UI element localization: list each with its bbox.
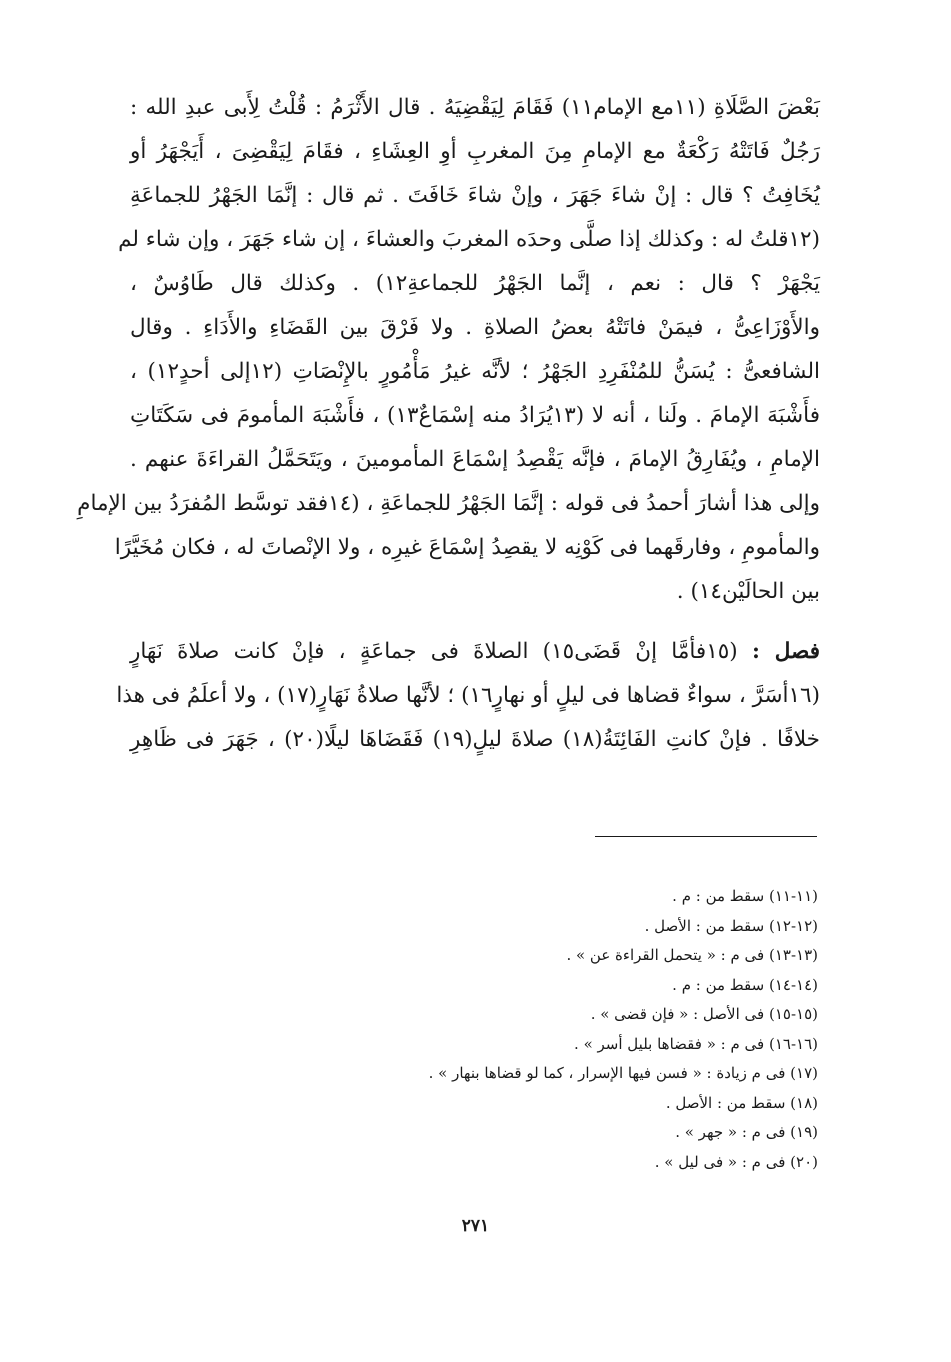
text-line: يَجْهَرْ ؟ قال : نعم ، إنَّما الجَهْرُ للجماعةِ١٢) . وكذلك قال طَاوُسٌ ،: [130, 271, 820, 296]
main-text-block: [77, 86, 820, 762]
text-line: فأَشْبَهَ الإمامَ . ولَنا ، أنه لا (١٣يُرَادُ منه إسْمَاعٌ١٣) ، فأَشْبَهَ المأمومَ فى سَكَتَاتِ: [130, 403, 820, 428]
footnote: (١٤-١٤) سقط من : م .: [672, 975, 818, 994]
footnote: (١٨) سقط من : الأصل .: [665, 1093, 818, 1112]
footnote: (١٢-١٢) سقط من : الأصل .: [644, 916, 818, 935]
fasl-first-line: [130, 630, 820, 674]
text-line: الشافعىُّ : يُسَنُّ للمُنْفَرِدِ الجَهْرُ ؛ لأنَّه غيرُ مَأْمُورٍ بالإِنْصَاتِ (١٢إلى أحدٍ١٢) ،: [130, 359, 820, 384]
text-line: وإلى هذا أشارَ أحمدُ فى قوله : إنَّمَا الجَهْرُ للجماعَةِ ، (١٤فقد توسَّط المُفرَدُ بين الإمامِ: [77, 491, 820, 516]
footnote: (١٩) فى م : « جهر » .: [675, 1123, 818, 1141]
text-line: (١٢قلتُ له : وكذلك إذا صلَّى وحدَه المغربَ والعشاءَ ، إن شاء جَهَرَ ، وإن شاء لم: [118, 227, 820, 252]
footnote: (١١-١١) سقط من : م .: [672, 887, 818, 905]
footnote: (١٣-١٣) فى م : « يتحمل القراءة عن » .: [566, 946, 818, 964]
text-line: (١٦أسَرَّ ، سواءٌ قضاها فى ليلٍ أو نهارٍ١٦) ؛ لأنَّها صلاةُ نَهَارٍ(١٧) ، ولا أعلَمُ فى هذا: [116, 683, 820, 708]
text-line: بَعْضَ الصَّلَاةِ (١١مع الإمام١١) فَقَامَ لِيَقْضِيَهُ . قال الأَثْرَمُ : قُلْتُ لِأَبى عبدِ الله :: [130, 95, 820, 120]
text-line: والمأمومِ ، وفارقَهما فى كَوْنِه لا يقصِدُ إسْمَاعَ غيرِه ، ولا الإنْصاتَ له ، فكان مُخَيَّرًا: [114, 535, 820, 560]
page-number: ٢٧١: [461, 1216, 490, 1236]
footnote-separator: [595, 836, 817, 837]
text-line: يُخَافِتُ ؟ قال : إنْ شاءَ جَهَرَ ، وإنْ شاءَ خَافَتَ . ثم قال : إنَّمَا الجَهْرُ للجماعَةِ: [130, 183, 820, 208]
footnote: (١٥-١٥) فى الأصل : « فإن قضى » .: [590, 1005, 818, 1023]
text-line: والأَوْزَاعِىُّ ، فيمَنْ فاتَتْهُ بعضُ الصلاةِ . ولا فَرْقَ بين القَضَاءِ والأَدَاءِ . وقال: [130, 315, 820, 340]
footnote: (١٧) فى م زيادة : « فسن فيها الإسرار ، كما لو قضاها بنهار » .: [428, 1064, 818, 1082]
text-line: الإمامِ ، ويُفَارِقُ الإمامَ ، فإنَّه يَقْصِدُ إسْمَاعَ المأمومينَ ، ويَتَحَمَّلُ القراءَةَ عنهم .: [130, 447, 820, 472]
fasl-heading: فصل :: [751, 639, 820, 664]
footnotes-block: [300, 882, 818, 1177]
fasl-line-text: (١٥فأمَّا إنْ قَضَى١٥) الصلاةَ فى جماعَةٍ ، فإنْ كانت صلاةَ نَهَارٍ: [130, 639, 738, 664]
text-line: خلافًا . فإنْ كانتِ الفَائِتَةُ(١٨) صلاةَ ليلٍ(١٩) فَقَضَاهَا ليلًا(٢٠) ، جَهَرَ فى ظَاهِرِ: [130, 727, 820, 752]
text-line: بين الحالَيْن١٤) .: [676, 579, 820, 604]
text-line: رَجُلٌ فَاتَتْهُ رَكْعَةٌ مع الإمامِ مِنَ المغربِ أوِ العِشَاءِ ، فقَامَ لِيَقْضِىَ ، أَيَجْهَرُ أو: [130, 139, 820, 164]
footnote: (٢٠) فى م : « فى ليل » .: [654, 1152, 818, 1171]
footnote: (١٦-١٦) فى م : « فقضاها بليل أسر » .: [574, 1034, 818, 1053]
